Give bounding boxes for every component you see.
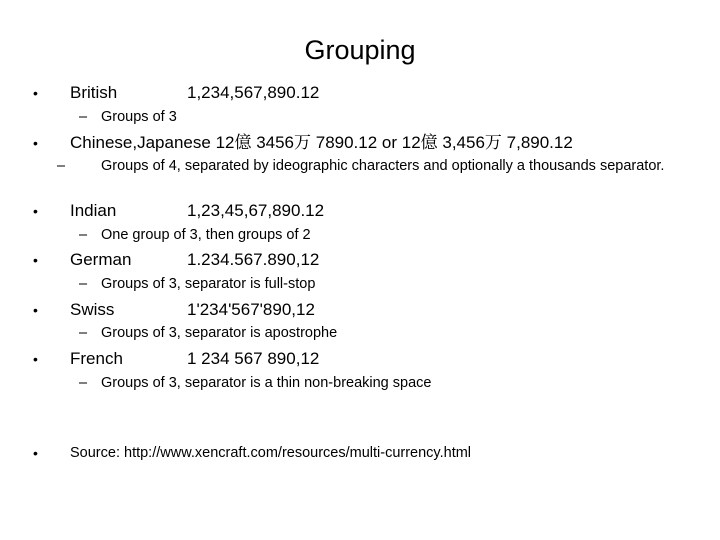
note-text: Groups of 4, separated by ideographic characters and optionally a thousands separator. [101,158,665,174]
item-name: Chinese,Japanese [70,133,211,152]
note-text: Groups of 3, separator is full-stop [101,276,316,292]
item-german [70,250,319,270]
item-german-note [79,275,315,293]
bullet-marker: • [33,252,38,268]
item-name: German [70,250,132,269]
source-citation: Source: http://www.xencraft.com/resources/multi-currency.html [70,445,472,461]
dash-marker: – [79,375,88,391]
bullet-marker: • [33,351,38,367]
item-indian-note [79,226,311,244]
item-value: 12億 3456万 7890.12 or 12億 3,456万 7,890.12 [215,133,573,152]
bullet-marker: • [33,302,38,318]
item-indian [70,201,324,221]
bullet-marker: • [33,85,38,101]
item-name: Swiss [70,300,115,319]
item-swiss-note [79,324,337,342]
note-text: One group of 3, then groups of 2 [101,227,311,243]
dash-marker: – [79,325,88,341]
dash-marker: – [57,158,66,174]
item-swiss [70,300,315,320]
item-value: 1.234.567.890,12 [187,250,320,269]
item-value: 1,23,45,67,890.12 [187,201,325,220]
bullet-marker: • [33,445,38,461]
bullet-marker: • [33,135,38,151]
note-text: Groups of 3, separator is apostrophe [101,325,338,341]
note-text: Groups of 3, separator is a thin non-breaking space [101,375,432,391]
dash-marker: – [79,109,88,125]
bullet-marker: • [33,203,38,219]
item-british [70,83,319,103]
item-chinese-japanese [70,133,573,153]
dash-marker: – [79,227,88,243]
item-value: 1,234,567,890.12 [187,83,320,102]
item-chinese-japanese-note [57,157,701,175]
item-name: French [70,349,123,368]
item-french [70,349,319,369]
item-british-note [79,108,177,126]
item-value: 1'234'567'890,12 [187,300,315,319]
item-name: British [70,83,118,102]
item-value: 1 234 567 890,12 [187,349,320,368]
item-name: Indian [70,201,117,220]
dash-marker: – [79,276,88,292]
item-french-note [79,374,431,392]
slide-title: Grouping [304,35,416,65]
note-text: Groups of 3 [101,109,177,125]
